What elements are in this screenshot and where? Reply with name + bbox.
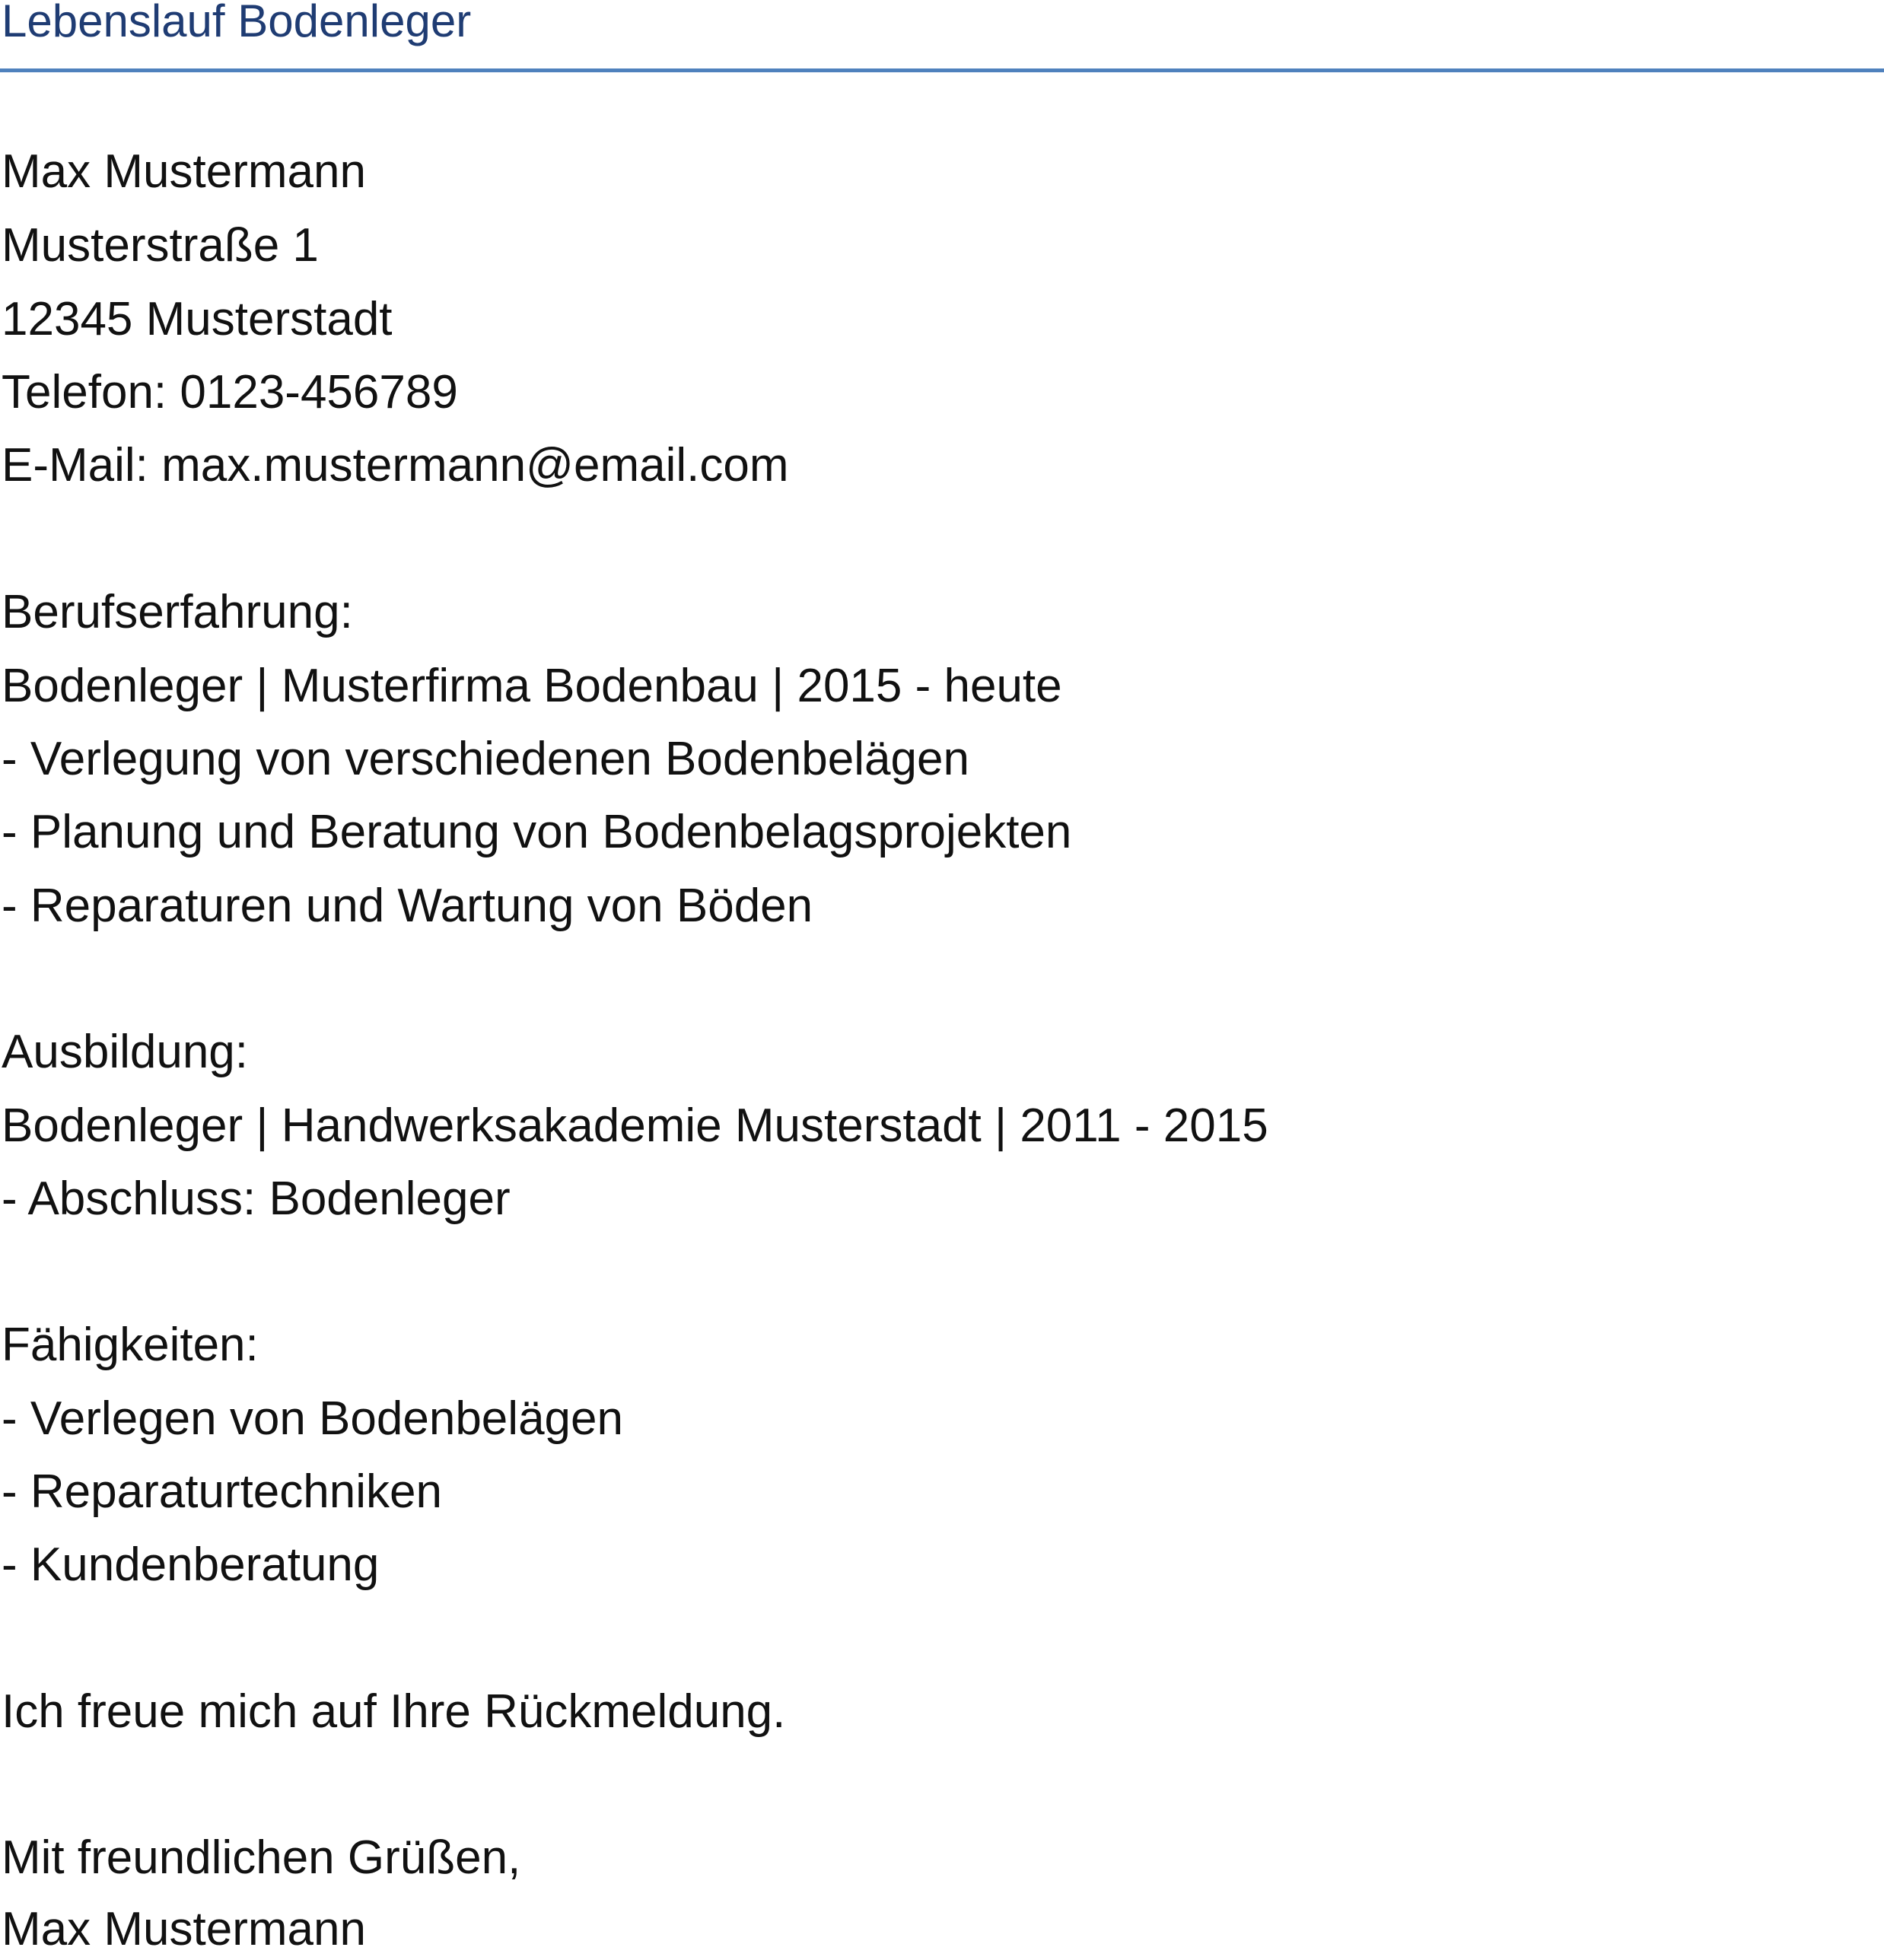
education-heading: Ausbildung: <box>2 1026 249 1078</box>
skills-heading: Fähigkeiten: <box>2 1319 259 1371</box>
skills-bullet: - Verlegen von Bodenbelägen <box>2 1392 623 1445</box>
contact-name: Max Mustermann <box>2 145 366 198</box>
experience-bullet: - Planung und Beratung von Bodenbelagsprojekten <box>2 806 1072 858</box>
closing-sentence: Ich freue mich auf Ihre Rückmeldung. <box>2 1685 786 1738</box>
experience-entry: Bodenleger | Musterfirma Bodenbau | 2015 - heute <box>2 660 1062 712</box>
skills-bullet: - Reparaturtechniken <box>2 1465 442 1518</box>
closing-greeting: Mit freundlichen Grüßen, <box>2 1831 521 1884</box>
contact-phone: Telefon: 0123-456789 <box>2 366 458 418</box>
document-title: Lebenslauf Bodenleger <box>2 0 472 46</box>
experience-heading: Berufserfahrung: <box>2 586 353 638</box>
contact-email: E-Mail: max.mustermann@email.com <box>2 439 789 492</box>
closing-signature: Max Mustermann <box>2 1903 366 1955</box>
experience-bullet: - Reparaturen und Wartung von Böden <box>2 880 813 932</box>
skills-bullet: - Kundenberatung <box>2 1538 380 1591</box>
contact-city: 12345 Musterstadt <box>2 293 393 345</box>
education-entry: Bodenleger | Handwerksakademie Musterstadt | 2011 - 2015 <box>2 1099 1268 1152</box>
experience-bullet: - Verlegung von verschiedenen Bodenbelägen <box>2 733 969 785</box>
contact-street: Musterstraße 1 <box>2 219 319 272</box>
title-underline <box>0 68 1884 72</box>
education-bullet: - Abschluss: Bodenleger <box>2 1172 511 1225</box>
